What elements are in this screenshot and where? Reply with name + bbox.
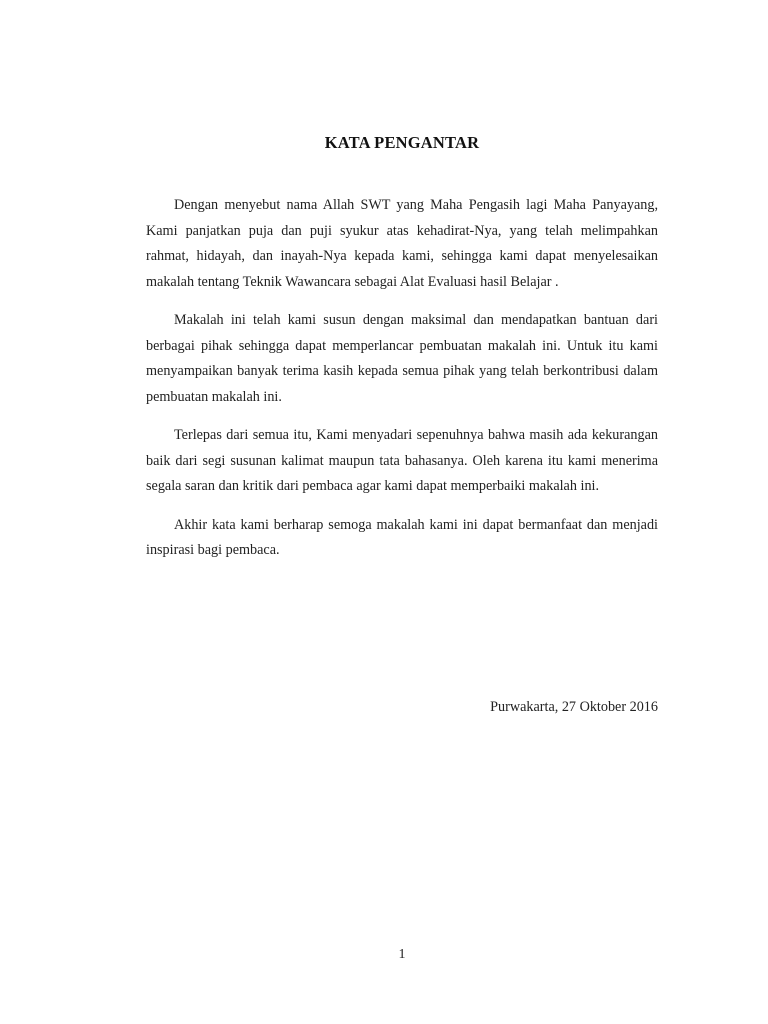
page-number: 1: [398, 947, 406, 962]
paragraph-1: Dengan menyebut nama Allah SWT yang Maha Pengasih lagi Maha Panyayang, Kami panjatkan puja dan puji syukur atas kehadirat-Nya, yang telah melimpahkan rahmat, hidayah, dan inayah-Nya kepada kami, sehingga kami dapat menyelesaikan makalah tentang Teknik Wawancara sebagai Alat Evaluasi hasil Belajar .: [146, 197, 658, 290]
paragraph-2: Makalah ini telah kami susun dengan maksimal dan mendapatkan bantuan dari berbagai pihak sehingga dapat memperlancar pembuatan makalah ini. Untuk itu kami menyampaikan banyak terima kasih kepada semua pihak yang telah berkontribusi dalam pembuatan makalah ini.: [146, 312, 658, 405]
place-date-signature: Purwakarta, 27 Oktober 2016: [490, 699, 658, 715]
paragraph-3: Terlepas dari semua itu, Kami menyadari sepenuhnya bahwa masih ada kekurangan baik dari segi susunan kalimat maupun tata bahasanya. Oleh karena itu kami menerima segala saran dan kritik dari pembaca agar kami dapat memperbaiki makalah ini.: [146, 427, 658, 494]
paragraph-4: Akhir kata kami berharap semoga makalah kami ini dapat bermanfaat dan menjadi inspirasi bagi pembaca.: [146, 516, 658, 558]
body-text: [146, 193, 658, 577]
page-title: KATA PENGANTAR: [324, 133, 480, 152]
